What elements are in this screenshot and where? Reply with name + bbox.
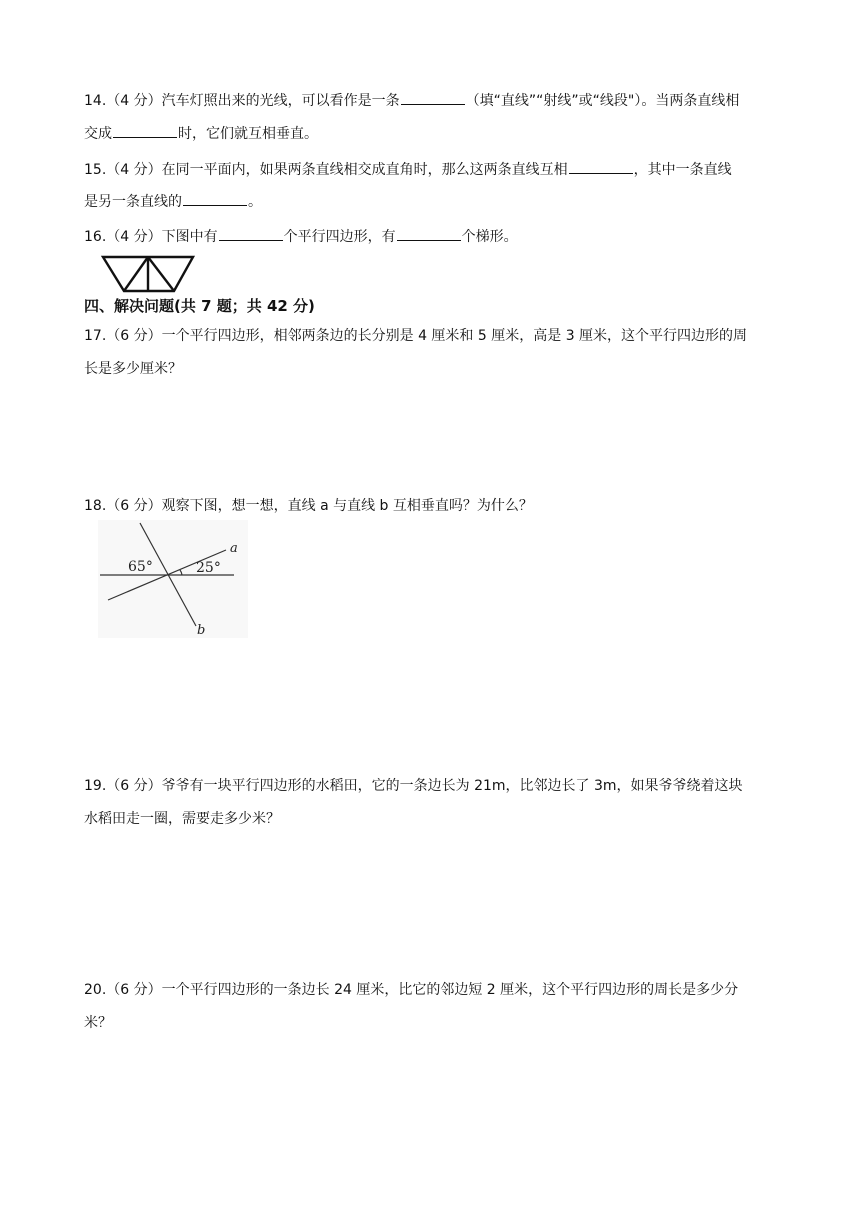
q16-trapezoid-figure (100, 254, 196, 294)
q19-text-b: 水稻田走一圈，需要走多少米？ (84, 811, 280, 827)
q15-text-c: 是另一条直线的 (84, 194, 182, 210)
q14-blank-2[interactable] (113, 123, 177, 138)
trapezoid-diagonal-right (148, 257, 174, 291)
q15-label: 15.（4 分） (84, 162, 162, 178)
q15-line-1 (84, 159, 732, 180)
q14-label: 14.（4 分） (84, 93, 162, 109)
angle-label-left: 65° (128, 559, 153, 575)
q17-line-1 (84, 326, 747, 346)
q15-line-2 (84, 191, 262, 212)
q14-text-d: 时，它们就互相垂直。 (178, 126, 318, 142)
q19-line-2 (84, 809, 280, 829)
section-4-title: 四、解决问题(共 7 题；共 42 分) (84, 297, 315, 315)
q16-blank-2[interactable] (397, 226, 461, 241)
trapezoid-diagonal-left (124, 257, 148, 291)
q17-text-a: 一个平行四边形，相邻两条边的长分别是 4 厘米和 5 厘米，高是 3 厘米，这个平行四边形的周 (161, 328, 748, 344)
q14-line-1 (84, 90, 739, 111)
q18-text-a: 观察下图，想一想，直线 a 与直线 b 互相垂直吗？为什么？ (161, 498, 533, 514)
q16-blank-1[interactable] (219, 226, 283, 241)
q20-text-b: 米？ (84, 1015, 112, 1031)
q15-blank-2[interactable] (183, 191, 247, 206)
q20-line-1 (84, 980, 738, 1000)
q16-label: 16.（4 分） (84, 229, 162, 245)
q17-line-2 (84, 359, 182, 379)
q14-line-2 (84, 123, 318, 144)
q16-text-a: 下图中有 (161, 229, 218, 245)
q14-text-c: 交成 (84, 126, 112, 142)
q19-label: 19.（6 分） (84, 778, 162, 794)
q20-label: 20.（6 分） (84, 982, 162, 998)
q14-text-a: 汽车灯照出来的光线，可以看作是一条 (161, 93, 400, 109)
q16-text-c: 个梯形。 (461, 229, 518, 245)
q17-text-b: 长是多少厘米？ (84, 361, 182, 377)
line-a-label: a (230, 541, 238, 556)
angle-label-right: 25° (196, 560, 221, 576)
q19-text-a: 爷爷有一块平行四边形的水稻田，它的一条边长为 21m，比邻边长了 3m，如果爷爷绕着这块 (161, 778, 743, 794)
line-b-label: b (197, 623, 206, 638)
q19-line-1 (84, 776, 743, 796)
q20-line-2 (84, 1013, 112, 1033)
q18-label: 18.（6 分） (84, 498, 162, 514)
q15-text-a: 在同一平面内，如果两条直线相交成直角时，那么这两条直线互相 (161, 162, 568, 178)
q14-blank-1[interactable] (401, 90, 465, 105)
q14-text-b: （填“直线”“射线”或“线段"）。当两条直线相 (465, 93, 740, 109)
q17-label: 17.（6 分） (84, 328, 162, 344)
q15-blank-1[interactable] (569, 159, 633, 174)
q15-text-b: ，其中一条直线 (633, 162, 732, 178)
q20-text-a: 一个平行四边形的一条边长 24 厘米，比它的邻边短 2 厘米，这个平行四边形的周长是多少分 (161, 982, 739, 998)
q16-line-1 (84, 226, 518, 247)
q15-text-d: 。 (248, 194, 262, 210)
q16-text-b: 个平行四边形，有 (283, 229, 396, 245)
q18-angle-figure (98, 520, 248, 638)
q18-line-1 (84, 496, 533, 516)
